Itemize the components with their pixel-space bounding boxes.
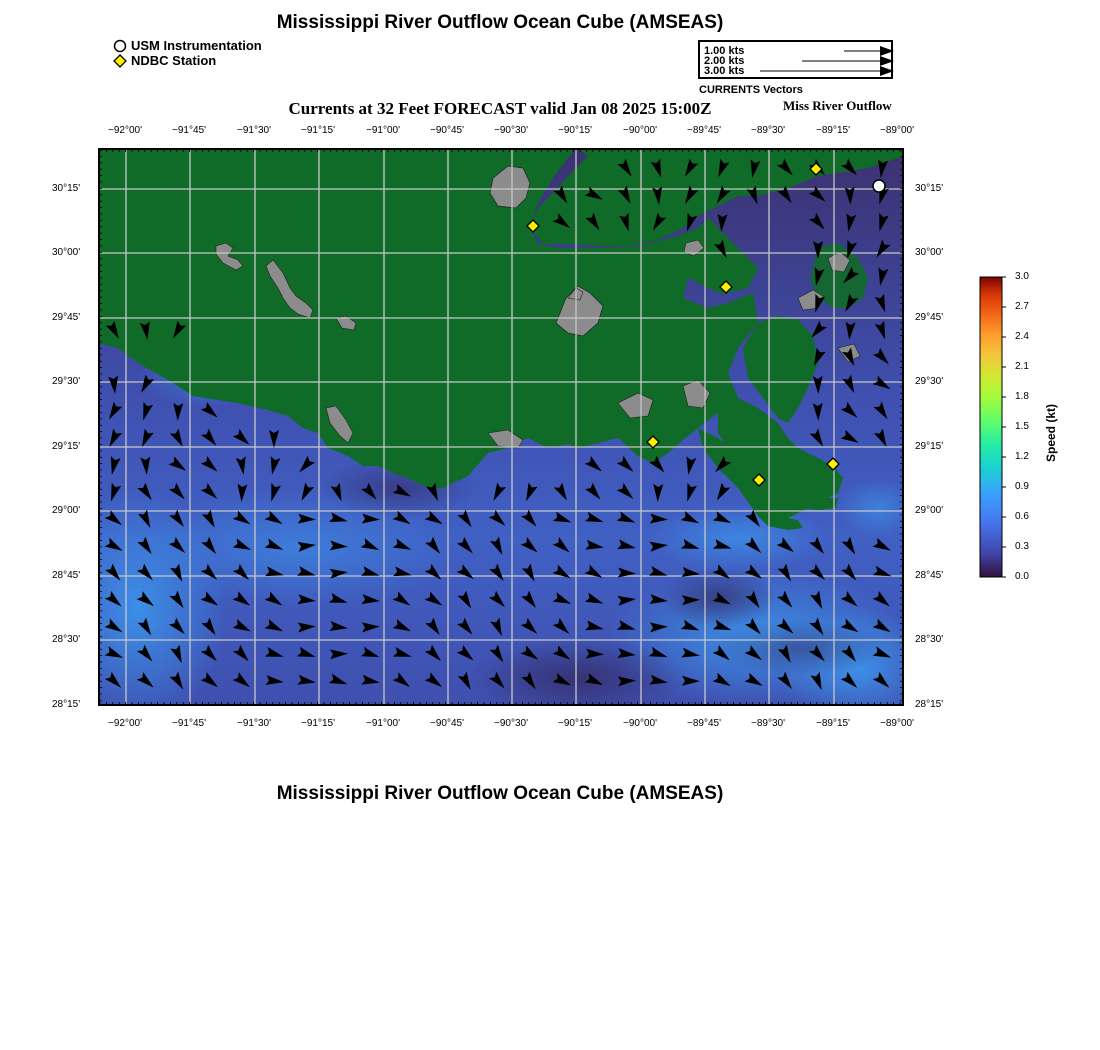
lat-label: 28°15' [52,699,81,710]
lon-label: −90°15' [558,125,592,136]
lat-label: 29°15' [52,441,81,452]
colorbar-tick: 0.3 [1015,541,1029,552]
vector-scale-legend [698,40,893,79]
lon-label: −91°00' [366,718,400,729]
lon-label: −89°45' [687,125,721,136]
lon-label: −91°00' [366,125,400,136]
colorbar-tick: 0.0 [1015,571,1029,582]
lat-label: 29°45' [915,312,944,323]
lat-label: 29°00' [915,505,944,516]
legend-usm [113,38,262,53]
colorbar-tick: 1.8 [1015,391,1029,402]
colorbar-tick: 2.1 [1015,361,1029,372]
lon-label: −91°30' [237,125,271,136]
colorbar-tick: 1.5 [1015,421,1029,432]
lat-label: 29°30' [915,376,944,387]
lon-label: −91°45' [172,125,206,136]
lon-label: −90°45' [430,718,464,729]
forecast-subtitle: Currents at 32 Feet FORECAST valid Jan 08 2025 15:00Z [288,99,712,118]
vector-caption: CURRENTS Vectors [699,84,803,96]
colorbar-tick: 3.0 [1015,271,1029,282]
vector-scale-2: 2.00 kts [704,55,745,67]
colorbar-tick: 2.7 [1015,301,1029,312]
colorbar-title: Speed (kt) [1044,403,1058,462]
lon-label: −90°15' [558,718,592,729]
colorbar-tick: 0.6 [1015,511,1029,522]
lon-label: −91°15' [301,718,335,729]
ndbc-diamond-icon [113,54,127,68]
lat-label: 28°15' [915,699,944,710]
lon-label: −89°45' [687,718,721,729]
usm-circle-icon [113,39,127,53]
vector-scale-arrows [700,42,895,81]
legend-ndbc-label: NDBC Station [131,53,217,68]
lon-label: −90°30' [494,125,528,136]
lat-label: 28°30' [915,634,944,645]
lon-label: −91°45' [172,718,206,729]
lat-label: 28°45' [915,570,944,581]
lon-label: −90°00' [623,718,657,729]
lon-label: −89°15' [816,718,850,729]
colorbar-tick: 1.2 [1015,451,1029,462]
lon-label: −92°00' [108,718,142,729]
colorbar-tick: 0.9 [1015,481,1029,492]
legend-ndbc [113,53,216,68]
map-title: Mississippi River Outflow Ocean Cube (AMSEAS) [276,12,724,33]
region-label: Miss River Outflow [783,98,892,113]
lat-label: 29°00' [52,505,81,516]
lon-label: −89°00' [880,718,914,729]
lon-label: −91°30' [237,718,271,729]
colorbar-tick: 2.4 [1015,331,1029,342]
lat-label: 30°15' [915,183,944,194]
lat-label: 30°00' [915,247,944,258]
vector-scale-3: 3.00 kts [704,65,745,77]
lat-label: 29°30' [52,376,81,387]
lon-label: −90°00' [623,125,657,136]
current-map [98,148,904,706]
lat-label: 29°15' [915,441,944,452]
lon-label: −91°15' [301,125,335,136]
speed-colorbar [978,276,1008,580]
map-title-repeat: Mississippi River Outflow Ocean Cube (AMSEAS) [276,783,724,804]
lat-label: 28°45' [52,570,81,581]
lat-label: 28°30' [52,634,81,645]
lat-label: 30°15' [52,183,81,194]
lat-label: 29°45' [52,312,81,323]
lon-label: −89°30' [751,718,785,729]
lat-label: 30°00' [52,247,81,258]
lon-label: −89°30' [751,125,785,136]
lon-label: −89°15' [816,125,850,136]
lon-label: −92°00' [108,125,142,136]
legend-usm-label: USM Instrumentation [131,38,262,53]
vector-scale-1: 1.00 kts [704,45,745,57]
lon-label: −90°45' [430,125,464,136]
lon-label: −89°00' [880,125,914,136]
lon-label: −90°30' [494,718,528,729]
usm-station-marker [873,180,885,192]
